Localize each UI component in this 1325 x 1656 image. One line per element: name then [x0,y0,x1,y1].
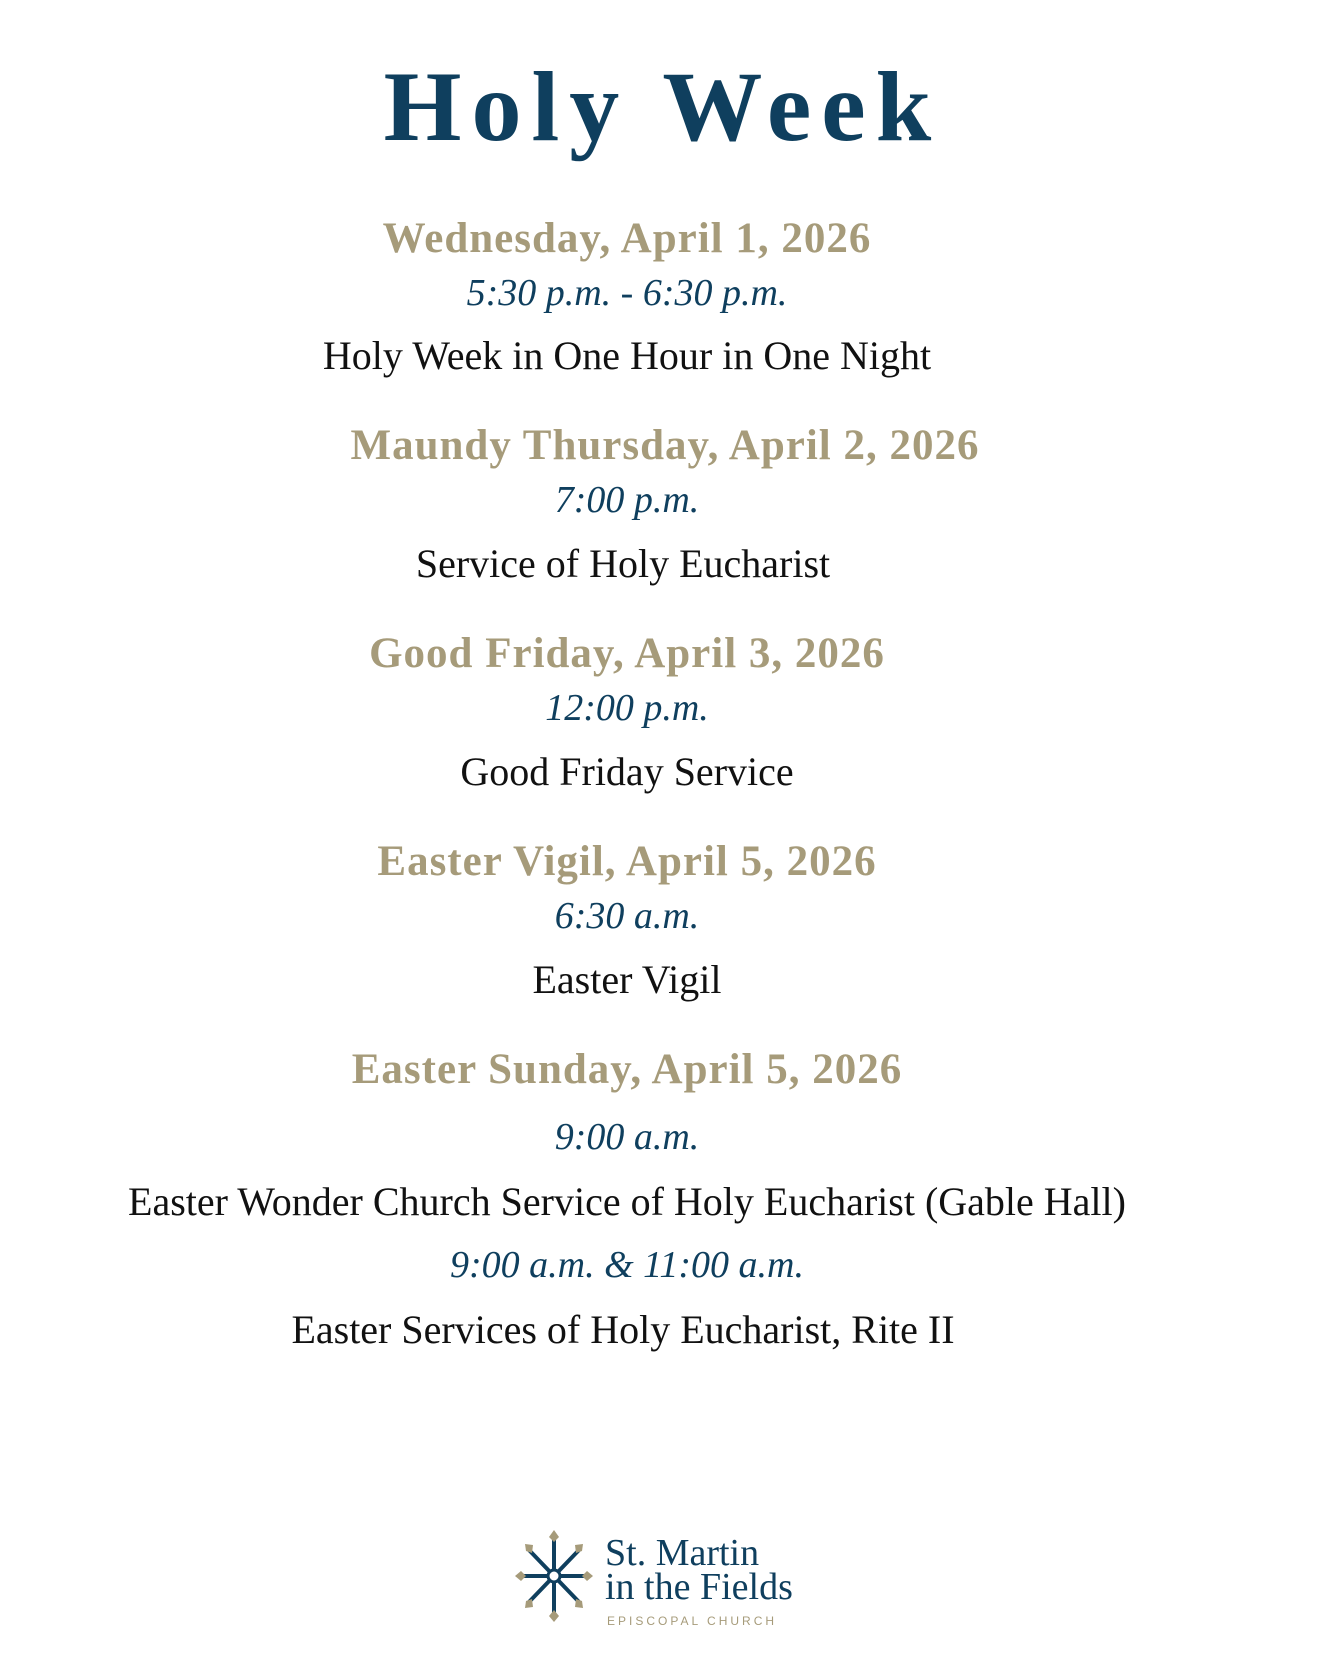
event-time: 12:00 p.m. [545,687,709,729]
page-title: Holy Week [383,51,942,162]
event-date: Easter Vigil, April 5, 2026 [377,838,877,885]
event-description: Good Friday Service [460,749,794,794]
event-time: 9:00 a.m. & 11:00 a.m. [450,1244,804,1286]
event-description: Easter Services of Holy Eucharist, Rite II [291,1307,955,1352]
event-description: Easter Vigil [532,957,722,1002]
event-date: Maundy Thursday, April 2, 2026 [350,422,980,469]
logo-line-1: St. Martin [605,1532,760,1574]
logo-subtitle: EPISCOPAL CHURCH [607,1614,778,1628]
event-time: 6:30 a.m. [554,895,700,937]
event-description: Service of Holy Eucharist [415,541,831,586]
compass-cross-icon [515,1530,593,1622]
event-time: 7:00 p.m. [554,479,700,521]
event-time: 9:00 a.m. [554,1116,700,1158]
church-logo [515,1530,815,1630]
event-date: Easter Sunday, April 5, 2026 [351,1046,903,1093]
event-date: Good Friday, April 3, 2026 [369,630,885,677]
event-description: Easter Wonder Church Service of Holy Eucharist (Gable Hall) [128,1179,1126,1224]
event-time: 5:30 p.m. - 6:30 p.m. [466,272,788,314]
event-date: Wednesday, April 1, 2026 [382,215,872,262]
event-description: Holy Week in One Hour in One Night [322,333,932,378]
logo-line-2: in the Fields [605,1566,793,1608]
